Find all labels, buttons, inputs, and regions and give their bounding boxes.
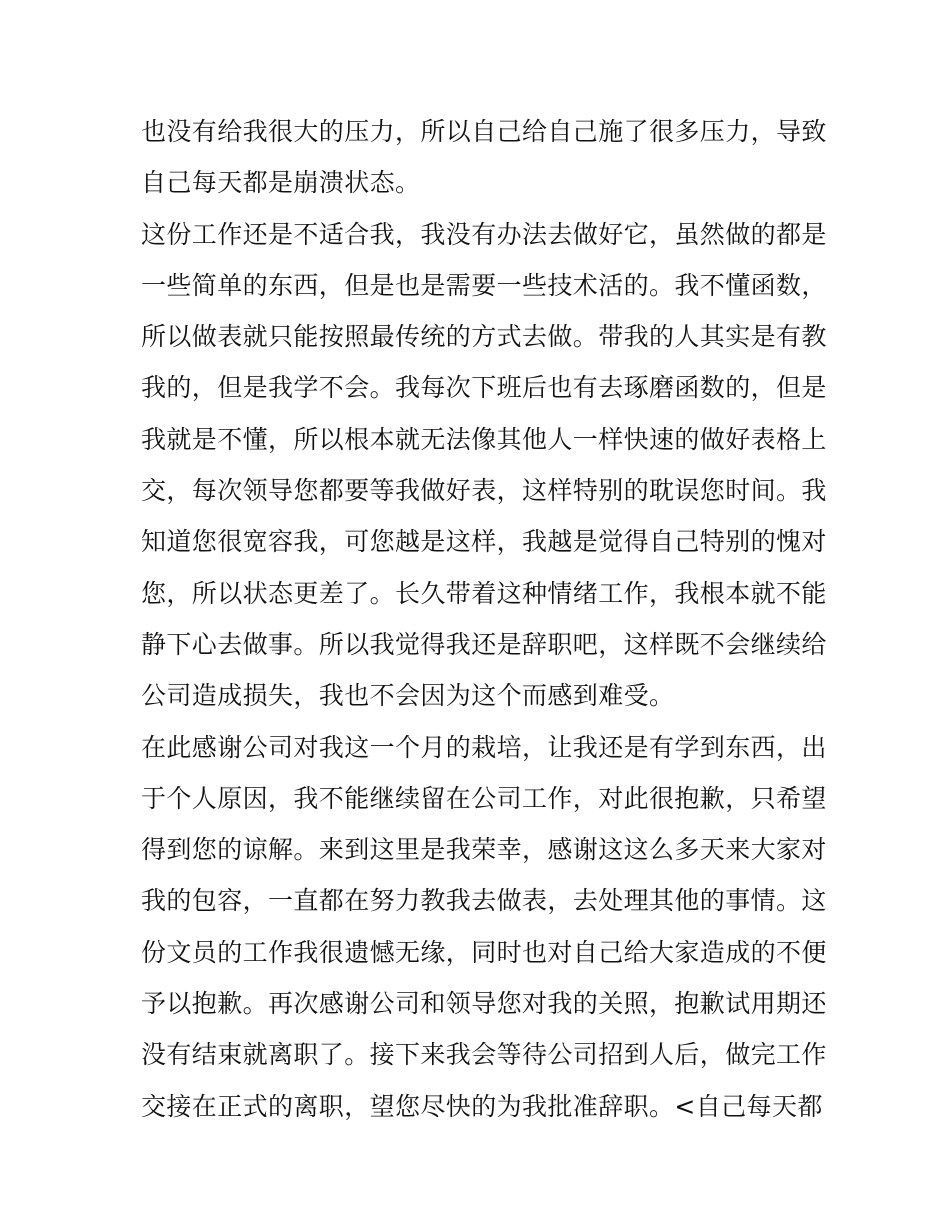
text-line: 一些简单的东西，但是也是需要一些技术活的。我不懂函数， bbox=[141, 270, 827, 300]
text-line: 知道您很宽容我，可您越是这样，我越是觉得自己特别的愧对 bbox=[141, 527, 827, 557]
text-line: 您，所以状态更差了。长久带着这种情绪工作，我根本就不能 bbox=[141, 578, 827, 608]
text-line: 予以抱歉。再次感谢公司和领导您对我的关照，抱歉试用期还 bbox=[141, 989, 827, 1019]
text-line: 交接在正式的离职，望您尽快的为我批准辞职。<自己每天都 bbox=[141, 1091, 823, 1121]
text-line: 我的，但是我学不会。我每次下班后也有去琢磨函数的，但是 bbox=[141, 373, 827, 403]
text-line: 于个人原因，我不能继续留在公司工作，对此很抱歉，只希望 bbox=[141, 783, 827, 813]
text-line: 自己每天都是崩溃状态。 bbox=[141, 168, 421, 198]
body-text bbox=[141, 106, 827, 1132]
text-line: 我的包容，一直都在努力教我去做表，去处理其他的事情。这 bbox=[141, 886, 827, 916]
text-line: 没有结束就离职了。接下来我会等待公司招到人后，做完工作 bbox=[141, 1040, 827, 1070]
text-line: 这份工作还是不适合我，我没有办法去做好它，虽然做的都是 bbox=[141, 219, 827, 249]
text-line: 交，每次领导您都要等我做好表，这样特别的耽误您时间。我 bbox=[141, 476, 827, 506]
text-line: 公司造成损失，我也不会因为这个而感到难受。 bbox=[141, 681, 675, 711]
text-line: 静下心去做事。所以我觉得我还是辞职吧，这样既不会继续给 bbox=[141, 629, 827, 659]
text-line: 我就是不懂，所以根本就无法像其他人一样快速的做好表格上 bbox=[141, 424, 827, 454]
text-line: 也没有给我很大的压力，所以自己给自己施了很多压力，导致 bbox=[141, 117, 827, 146]
text-line: 份文员的工作我很遗憾无缘，同时也对自己给大家造成的不便 bbox=[141, 937, 827, 967]
text-line: 在此感谢公司对我这一个月的栽培，让我还是有学到东西，出 bbox=[141, 732, 827, 762]
text-line: 得到您的谅解。来到这里是我荣幸，感谢这这么多天来大家对 bbox=[141, 835, 827, 865]
text-line: 所以做表就只能按照最传统的方式去做。带我的人其实是有教 bbox=[141, 322, 827, 352]
